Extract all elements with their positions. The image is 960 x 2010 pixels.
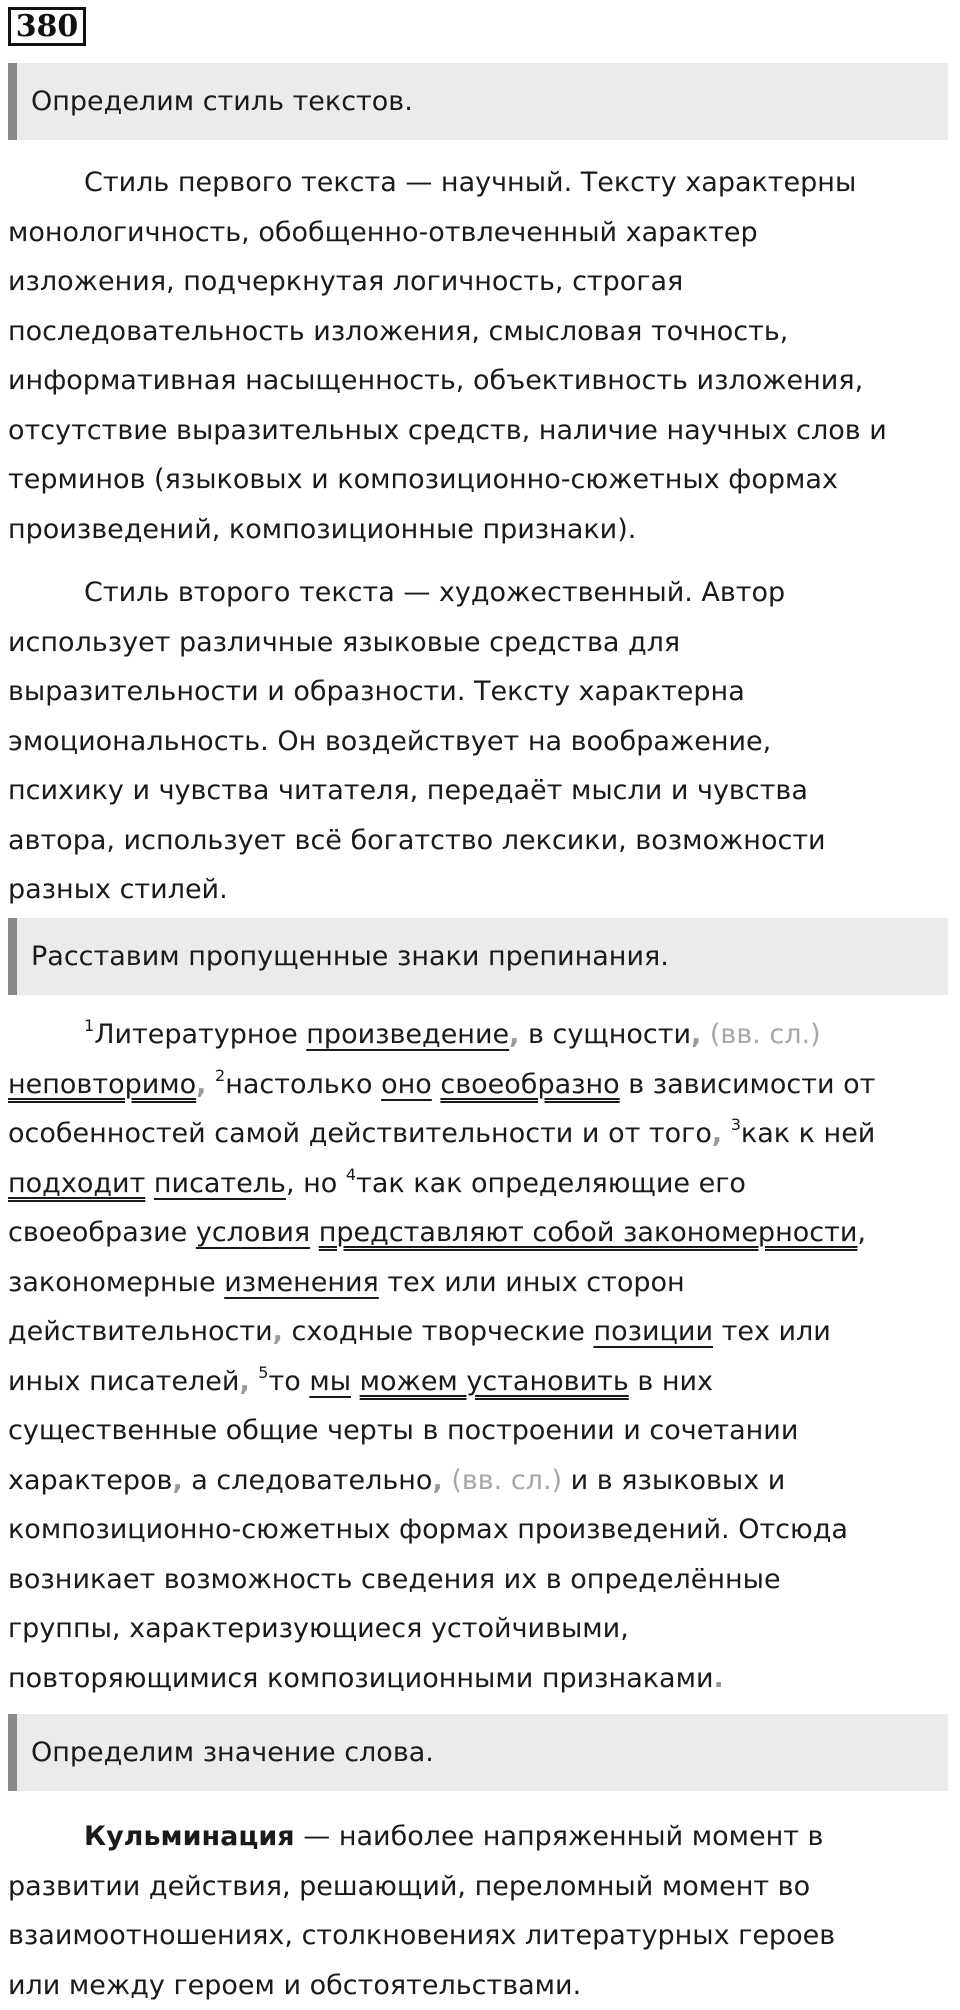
predicate: подходит — [8, 1168, 145, 1199]
text-span — [351, 1366, 360, 1397]
text-span: и в языковых и — [562, 1465, 785, 1496]
punctuation-mark: , — [712, 1118, 722, 1149]
text-span: возникает возможность сведения их в определённые — [8, 1564, 781, 1595]
sentence-number: 4 — [346, 1165, 356, 1184]
text-span: а следовательно — [183, 1465, 433, 1496]
predicate: можем установить — [360, 1366, 629, 1397]
text-span: Литературное — [94, 1019, 306, 1050]
text-span: особенностей самой действительности и от того — [8, 1118, 712, 1149]
punctuation-mark: . — [714, 1663, 724, 1694]
text-span: сходные творческие — [283, 1316, 594, 1347]
text-span: существенные общие черты в построении и сочетании — [8, 1415, 798, 1446]
text-line: использует различные языковые средства для — [8, 618, 958, 668]
text-span: в них — [629, 1366, 713, 1397]
text-span: характеров — [8, 1465, 172, 1496]
section-heading-label: Определим стиль текстов. — [31, 86, 413, 117]
punctuation-mark: , — [172, 1465, 182, 1496]
punctuation-paragraph — [8, 1010, 958, 1703]
text-line — [8, 1654, 958, 1704]
punctuation-mark: , — [273, 1316, 283, 1347]
text-span — [206, 1069, 215, 1100]
definition-paragraph — [8, 1812, 958, 2010]
parenthetical-note: (вв. сл.) — [451, 1465, 562, 1496]
text-span: своеобразие — [8, 1217, 196, 1248]
subject: условия — [196, 1217, 310, 1248]
punctuation-mark: , — [432, 1465, 442, 1496]
text-span: иных писателей — [8, 1366, 239, 1397]
style-paragraph-2 — [8, 568, 958, 915]
text-line — [8, 1505, 958, 1555]
sentence-number: 2 — [215, 1066, 225, 1085]
text-span — [310, 1217, 319, 1248]
text-line: произведений, композиционные признаки). — [8, 505, 958, 555]
text-line: Стиль второго текста — художественный. Автор — [8, 568, 958, 618]
text-line — [8, 1604, 958, 1654]
text-line: отсутствие выразительных средств, наличие научных слов и — [8, 406, 958, 456]
sentence-number: 1 — [84, 1016, 94, 1035]
text-span: настолько — [225, 1069, 381, 1100]
text-span: тех или иных сторон — [379, 1267, 685, 1298]
text-span: действительности — [8, 1316, 273, 1347]
punctuation-mark: , — [196, 1069, 206, 1100]
punctuation-mark: , — [691, 1019, 701, 1050]
text-line: выразительности и образности. Тексту характерна — [8, 667, 958, 717]
section-heading-definition — [8, 1714, 948, 1791]
punctuation-mark: , — [239, 1366, 249, 1397]
text-line: информативная насыщенность, объективность изложения, — [8, 356, 958, 406]
text-span: — наиболее напряженный момент в — [295, 1821, 824, 1852]
text-span: так как определяющие его — [356, 1168, 746, 1199]
text-line: развитии действия, решающий, переломный момент во — [8, 1862, 958, 1912]
text-line: автора, использует всё богатство лексики, возможности — [8, 816, 958, 866]
sentence-number: 3 — [731, 1115, 741, 1134]
text-span — [701, 1019, 710, 1050]
text-span — [145, 1168, 154, 1199]
subject: оно — [381, 1069, 432, 1100]
subject: писатель — [154, 1168, 286, 1199]
text-line — [8, 1812, 958, 1862]
text-span — [250, 1366, 259, 1397]
parenthetical-note: (вв. сл.) — [710, 1019, 821, 1050]
predicate: своеобразно — [440, 1069, 619, 1100]
text-line: изложения, подчеркнутая логичность, строгая — [8, 257, 958, 307]
text-line: или между героем и обстоятельствами. — [8, 1961, 958, 2010]
text-span: закономерные — [8, 1267, 224, 1298]
text-line: взаимоотношениях, столкновениях литературных героев — [8, 1911, 958, 1961]
text-line: психику и чувства читателя, передаёт мысли и чувства — [8, 766, 958, 816]
text-span — [722, 1118, 731, 1149]
text-line — [8, 1555, 958, 1605]
text-line — [8, 1357, 958, 1407]
text-line — [8, 1456, 958, 1506]
text-line — [8, 1208, 958, 1258]
text-span: то — [268, 1366, 309, 1397]
section-heading-style — [8, 63, 948, 140]
text-span: композиционно-сюжетных формах произведений. Отсюда — [8, 1514, 848, 1545]
subject: позиции — [593, 1316, 713, 1347]
text-line — [8, 1406, 958, 1456]
text-span: , но — [286, 1168, 346, 1199]
task-number: 380 — [8, 7, 86, 46]
text-line: Стиль первого текста — научный. Тексту характерны — [8, 158, 958, 208]
subject: мы — [309, 1366, 351, 1397]
text-span: тех или — [713, 1316, 831, 1347]
predicate: неповторимо — [8, 1069, 196, 1100]
text-line — [8, 1307, 958, 1357]
text-span: повторяющимися композиционными признаками — [8, 1663, 714, 1694]
text-span: в сущности — [519, 1019, 691, 1050]
section-heading-label: Расставим пропущенные знаки препинания. — [31, 941, 669, 972]
section-heading-label: Определим значение слова. — [31, 1737, 434, 1768]
subject: произведение — [306, 1019, 509, 1050]
punctuation-mark: , — [509, 1019, 519, 1050]
style-paragraph-1 — [8, 158, 958, 554]
text-line: монологичность, обобщенно-отвлеченный характер — [8, 208, 958, 258]
predicate: представляют собой закономерности — [319, 1217, 858, 1248]
section-heading-punctuation — [8, 918, 948, 995]
subject: изменения — [224, 1267, 379, 1298]
text-line — [8, 1010, 958, 1060]
text-line: последовательность изложения, смысловая точность, — [8, 307, 958, 357]
text-line — [8, 1060, 958, 1110]
text-line — [8, 1159, 958, 1209]
text-span: , — [857, 1217, 866, 1248]
text-span: как к ней — [741, 1118, 875, 1149]
defined-term: Кульминация — [84, 1821, 295, 1852]
text-line: разных стилей. — [8, 865, 958, 915]
text-line — [8, 1258, 958, 1308]
text-line: терминов (языковых и композиционно-сюжетных формах — [8, 455, 958, 505]
text-line: эмоциональность. Он воздействует на воображение, — [8, 717, 958, 767]
text-span: в зависимости от — [620, 1069, 876, 1100]
text-line — [8, 1109, 958, 1159]
text-span: группы, характеризующиеся устойчивыми, — [8, 1613, 629, 1644]
sentence-number: 5 — [258, 1363, 268, 1382]
